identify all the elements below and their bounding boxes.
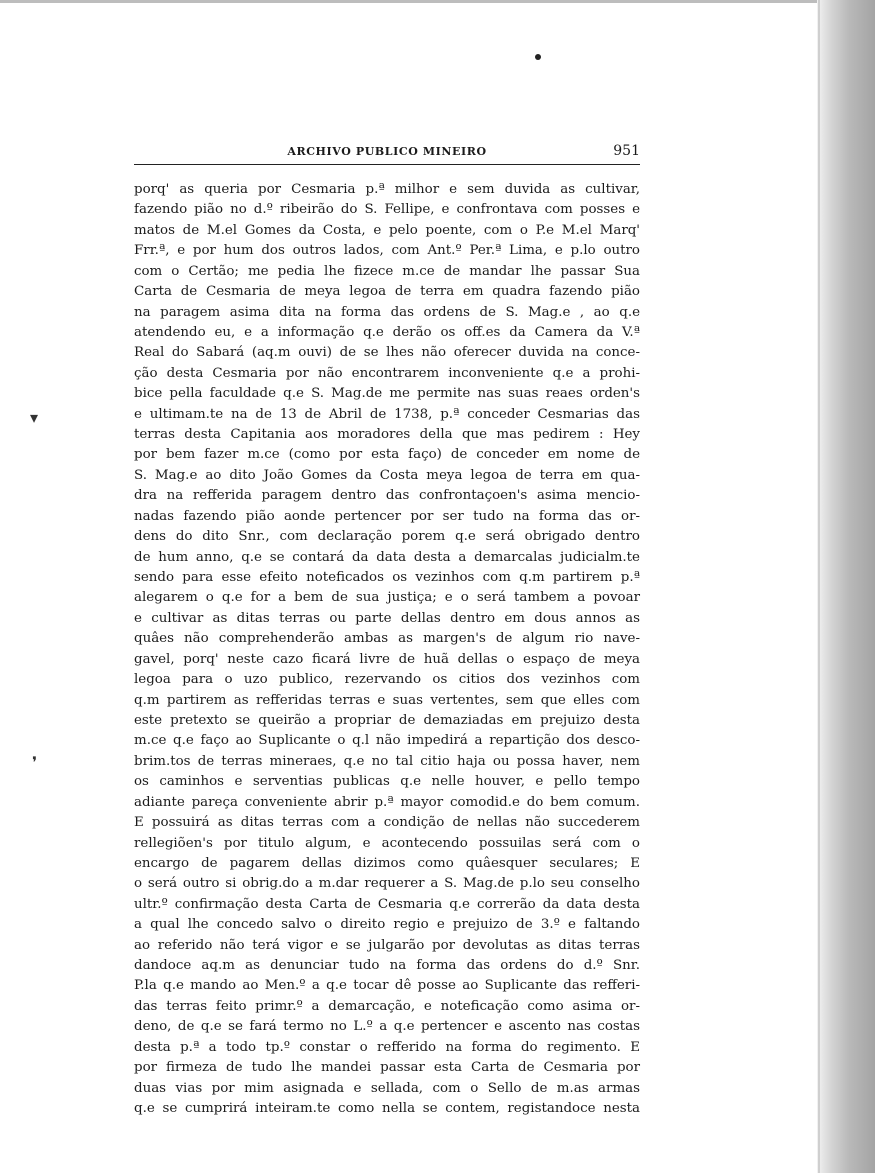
- text-line: os caminhos e serventias publicas q.e nelle houver, e pello tempo: [134, 774, 640, 790]
- text-line: desta p.ª a todo tp.º constar o refferido na forma do regimento. E: [134, 1039, 640, 1055]
- document-body: [134, 180, 640, 1119]
- text-line: porq' as queria por Cesmaria p.ª milhor e sem duvida as cultivar,: [134, 182, 640, 197]
- text-line: o será outro si obrig.do a m.dar requerer a S. Mag.de p.lo seu conselho: [134, 876, 640, 892]
- text-line: Carta de Cesmaria de meya legoa de terra em quadra fazendo pião: [134, 284, 640, 300]
- text-line: na paragem asima dita na forma das ordens de S. Mag.e , ao q.e: [134, 304, 640, 320]
- text-line: ultr.º confirmação desta Carta de Cesmaria q.e correrão da data desta: [134, 896, 640, 912]
- text-line: fazendo pião no d.º ribeirão do S. Fellipe, e confrontava com posses e: [134, 202, 640, 218]
- text-line: matos de M.el Gomes da Costa, e pelo poente, com o P.e M.el Marq': [134, 222, 640, 238]
- text-line: com o Certão; me pedia lhe fizece m.ce de mandar lhe passar Sua: [134, 263, 640, 279]
- text-line: m.ce q.e faço ao Suplicante o q.l não impedirá a repartição dos desco-: [134, 733, 640, 749]
- text-line: duas vias por mim asignada e sellada, com o Sello de m.as armas: [134, 1080, 640, 1096]
- text-line: e cultivar as ditas terras ou parte dellas dentro em dous annos as: [134, 610, 640, 626]
- text-line: legoa para o uzo publico, rezervando os citios dos vezinhos com: [134, 672, 640, 688]
- text-line: de hum anno, q.e se contará da data desta a demarcalas judicialm.te: [134, 549, 640, 565]
- text-line: E possuirá as ditas terras com a condição de nellas não succederem: [134, 815, 640, 831]
- text-line: encargo de pagarem dellas dizimos como quâesquer seculares; E: [134, 855, 640, 871]
- text-line: a qual lhe concedo salvo o direito regio e prejuizo de 3.º e faltando: [134, 917, 640, 933]
- text-line: rellegiõen's por titulo algum, e acontecendo possuilas será com o: [134, 835, 640, 851]
- text-line: adiante pareça conveniente abrir p.ª mayor comodid.e do bem comum.: [134, 794, 640, 810]
- running-title: ARCHIVO PUBLICO MINEIRO: [287, 145, 487, 158]
- text-line: dens do dito Snr., com declaração porem q.e será obrigado dentro: [134, 529, 640, 545]
- text-line: por firmeza de tudo lhe mandei passar esta Carta de Cesmaria por: [134, 1060, 640, 1076]
- text-line: brim.tos de terras mineraes, q.e no tal citio haja ou possa haver, nem: [134, 753, 640, 769]
- text-line: dra na refferida paragem dentro das confrontaçoen's asima mencio-: [134, 488, 640, 504]
- text-line: P.la q.e mando ao Men.º a q.e tocar dê posse ao Suplicante das refferi-: [134, 978, 640, 994]
- text-line: e ultimam.te na de 13 de Abril de 1738, p.ª conceder Cesmarias das: [134, 406, 640, 422]
- text-line: por bem fazer m.ce (como por esta faço) de conceder em nome de: [134, 447, 640, 463]
- scan-edge-line: [818, 0, 820, 1173]
- text-line: deno, de q.e se fará termo no L.º a q.e pertencer e ascento nas costas: [134, 1019, 640, 1035]
- ink-speck: [535, 54, 541, 60]
- text-line: ao referido não terá vigor e se julgarão por devolutas as ditas terras: [134, 937, 640, 953]
- scan-top-edge: [0, 0, 820, 3]
- margin-mark: ▾: [30, 408, 39, 427]
- text-line: este pretexto se queirão a propriar de demaziadas em prejuizo desta: [134, 712, 640, 728]
- text-line: quâes não comprehenderão ambas as margen's de algum rio nave-: [134, 631, 640, 647]
- header-rule: [134, 164, 640, 165]
- margin-mark: ❜: [32, 753, 38, 772]
- text-line: alegarem o q.e for a bem de sua justiça; e o será tambem a povoar: [134, 590, 640, 606]
- text-line: das terras feito primr.º a demarcação, e noteficação como asima or-: [134, 998, 640, 1014]
- text-line: S. Mag.e ao dito João Gomes da Costa meya legoa de terra em qua-: [134, 467, 640, 483]
- scan-binding-shadow: [817, 0, 875, 1173]
- text-line: q.m partirem as refferidas terras e suas vertentes, sem que elles com: [134, 692, 640, 708]
- text-line: q.e se cumprirá inteiram.te como nella se contem, registandoce nesta: [134, 1100, 640, 1116]
- text-line: terras desta Capitania aos moradores della que mas pedirem : Hey: [134, 427, 640, 443]
- page-number: 951: [613, 143, 640, 159]
- text-line: bice pella faculdade q.e S. Mag.de me permite nas suas reaes orden's: [134, 386, 640, 402]
- text-line: ção desta Cesmaria por não encontrarem inconveniente q.e a prohi-: [134, 365, 640, 381]
- text-line: Real do Sabará (aq.m ouvi) de se lhes não oferecer duvida na conce-: [134, 345, 640, 361]
- text-line: atendendo eu, e a informação q.e derão os off.es da Camera da V.ª: [134, 324, 640, 340]
- text-line: nadas fazendo pião aonde pertencer por ser tudo na forma das or-: [134, 508, 640, 524]
- page-header: [134, 143, 640, 165]
- text-line: gavel, porq' neste cazo ficará livre de huã dellas o espaço de meya: [134, 651, 640, 667]
- text-line: sendo para esse efeito noteficados os vezinhos com q.m partirem p.ª: [134, 570, 640, 586]
- text-line: dandoce aq.m as denunciar tudo na forma das ordens do d.º Snr.: [134, 958, 640, 974]
- text-line: Frr.ª, e por hum dos outros lados, com Ant.º Per.ª Lima, e p.lo outro: [134, 243, 640, 259]
